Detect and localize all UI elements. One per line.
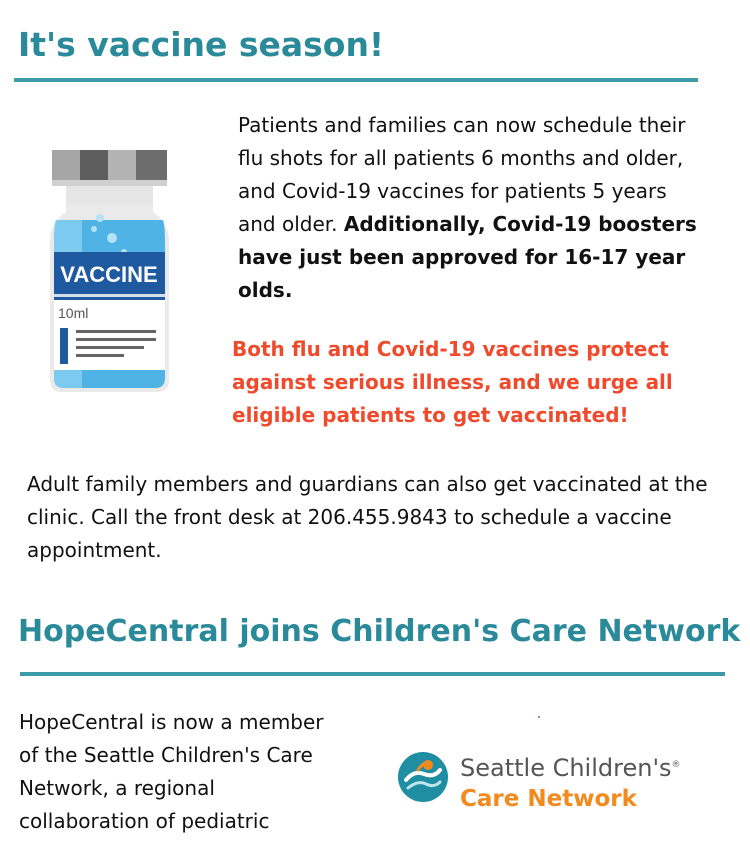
decorative-dot [538, 716, 540, 718]
vial-volume: 10ml [58, 305, 89, 321]
title-divider [14, 78, 698, 82]
booster-note: Additionally, Covid-19 boosters have just been approved for 16-17 year olds. [238, 212, 697, 302]
logo-line1: Seattle Children's® [460, 754, 681, 782]
vaccine-vial-illustration [42, 142, 177, 397]
vial-label-text: VACCINE [60, 262, 158, 287]
care-network-logo [396, 748, 726, 814]
care-network-logo-icon [396, 750, 450, 804]
vaccine-urge-paragraph: Both flu and Covid-19 vaccines protect against serious illness, and we urge all eligible patients to get vaccinated! [232, 337, 673, 427]
section-divider [20, 672, 725, 676]
page-title: It's vaccine season! [18, 25, 385, 64]
section-heading: HopeCentral joins Children's Care Network [18, 614, 741, 649]
vaccine-info-paragraph: Patients and families can now schedule their flu shots for all patients 6 months and older, and Covid-19 vaccines for patients 5 years and older. Additionally, Covid-19 boosters have just been approved for 16-17 year olds. [238, 113, 697, 302]
network-paragraph: HopeCentral is now a member of the Seattle Children's Care Network, a regional collaboration of pediatric [19, 710, 324, 833]
logo-line2: Care Network [460, 786, 637, 812]
family-vaccination-paragraph: Adult family members and guardians can also get vaccinated at the clinic. Call the front desk at 206.455.9843 to schedule a vaccine appointment. [27, 472, 708, 562]
